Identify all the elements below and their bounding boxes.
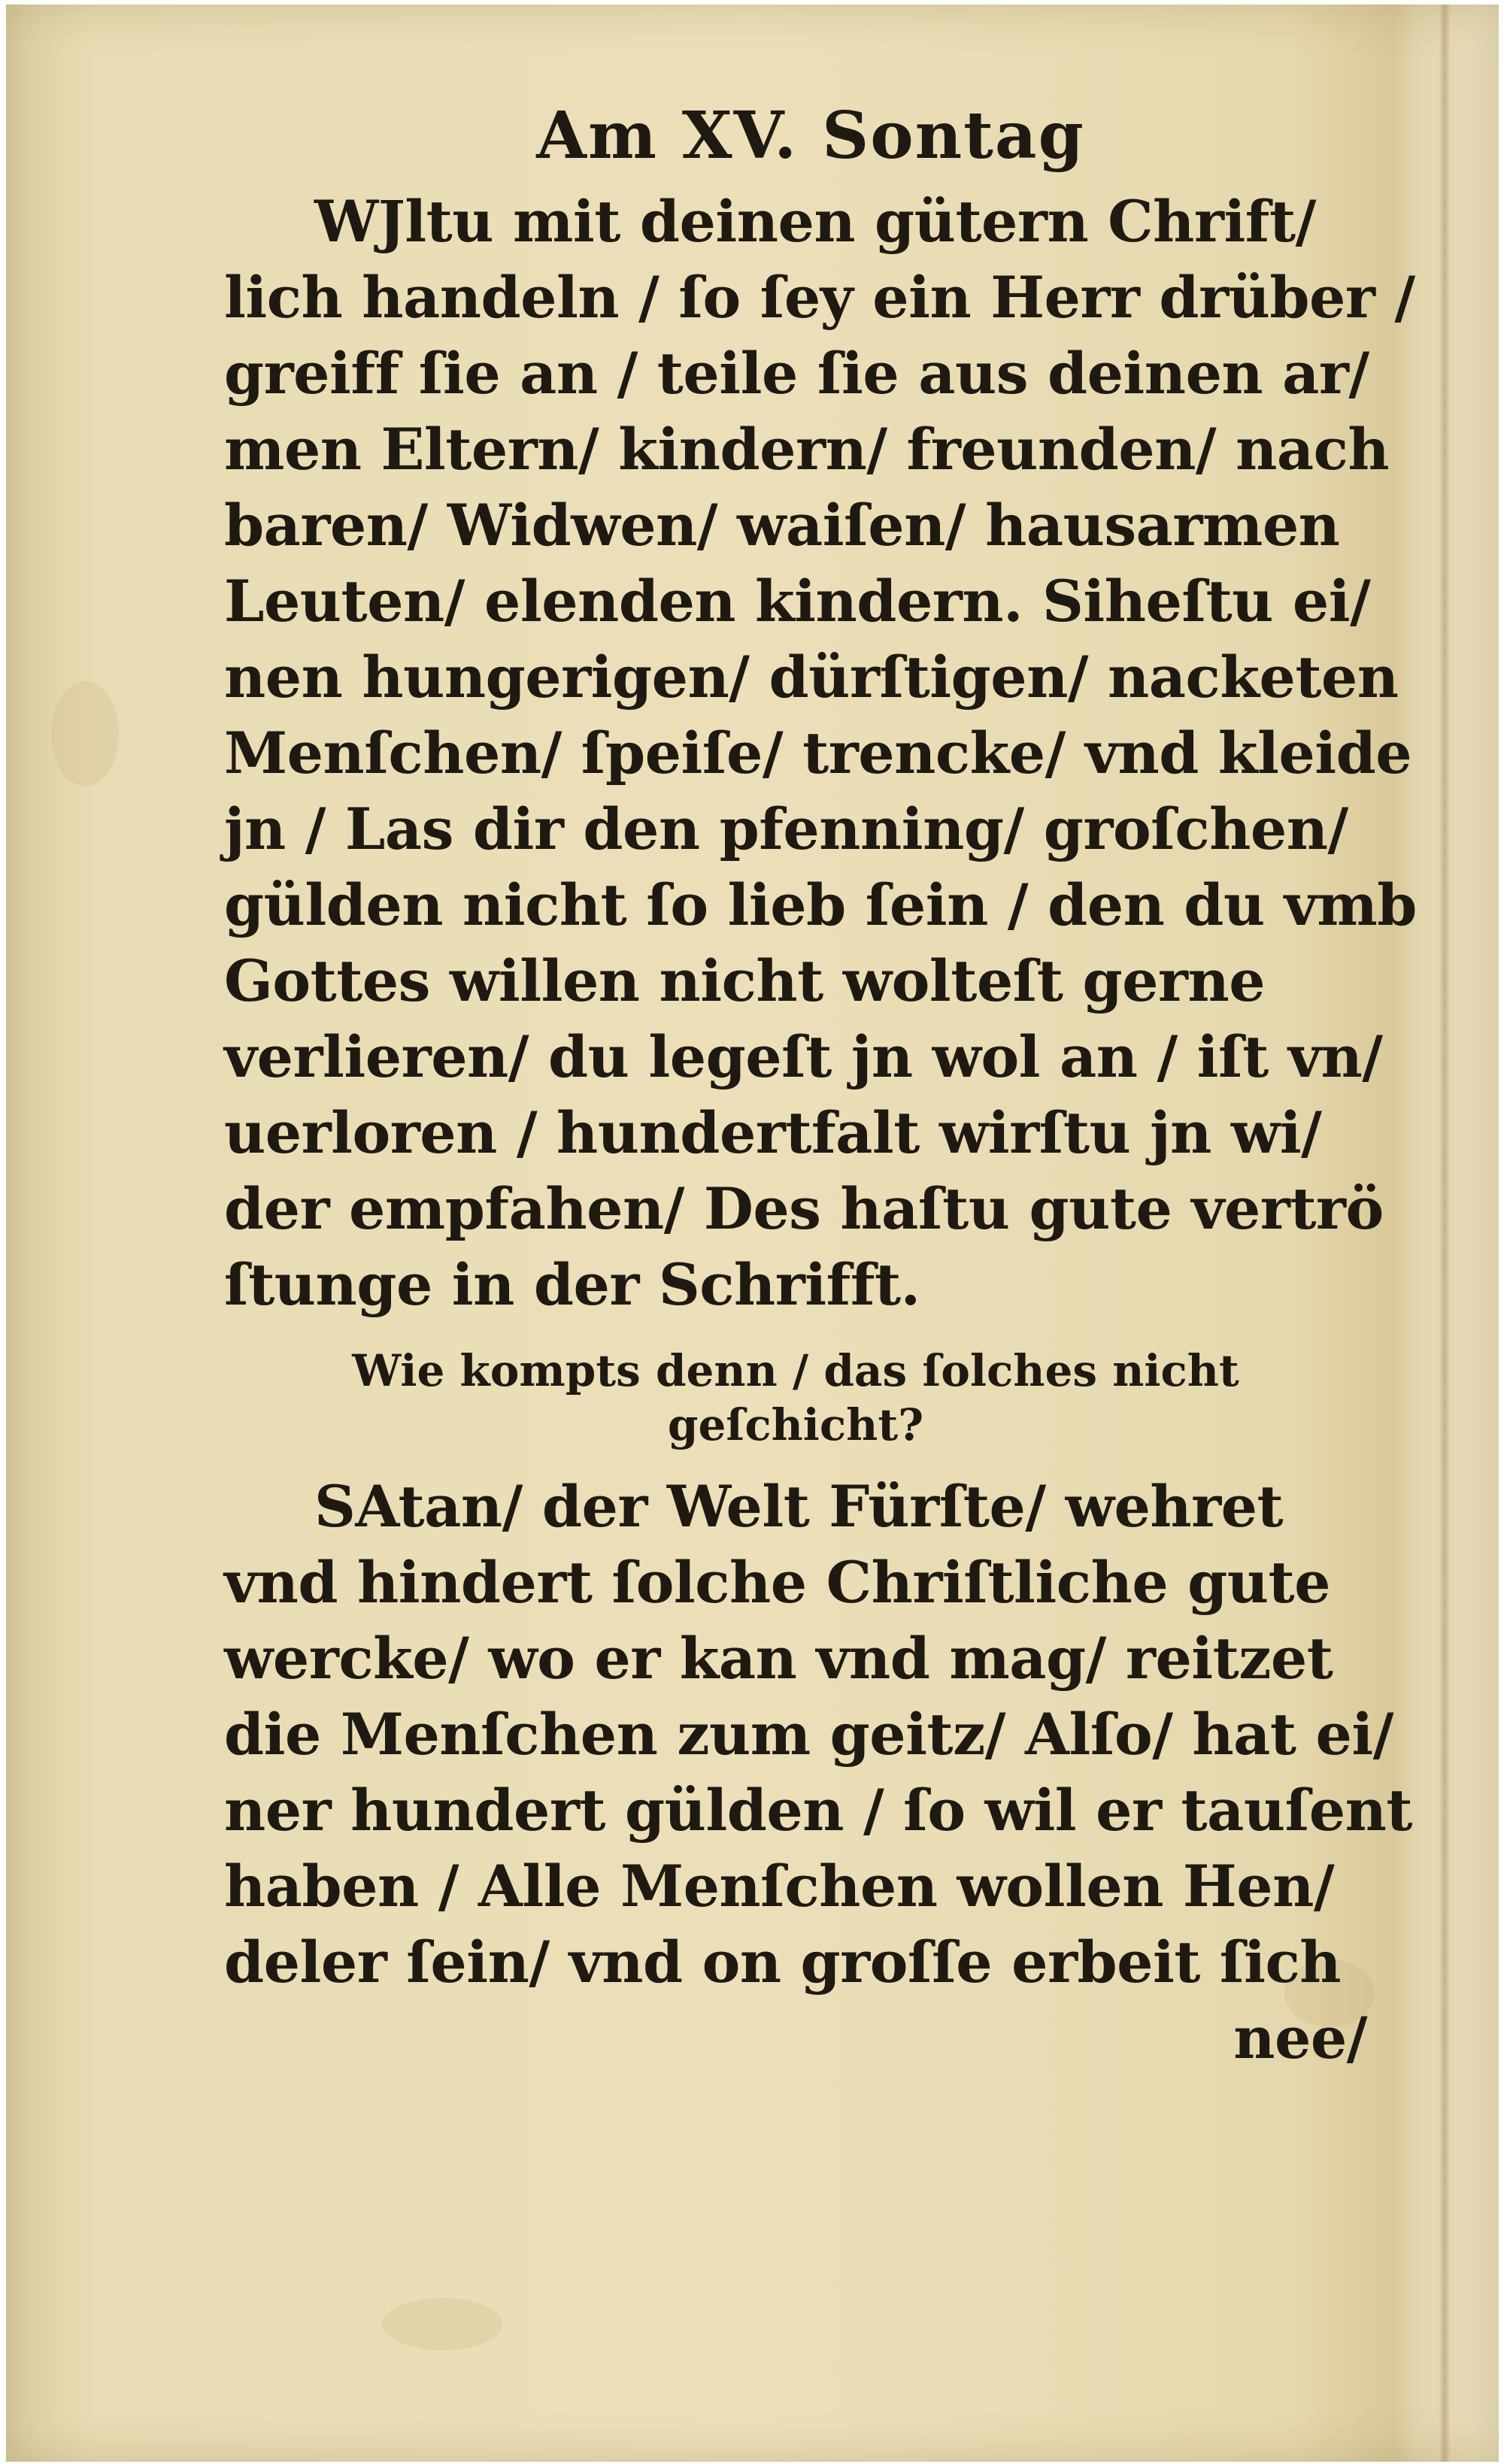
text-line: greiff ſie an / teile ſie aus deinen ar/ <box>224 340 1369 407</box>
text-line: Gottes willen nicht wolteſt gerne <box>224 947 1266 1014</box>
question-heading <box>224 1344 1367 1452</box>
text-line: verlieren/ du legeſt jn wol an / iſt vn/ <box>224 1023 1383 1090</box>
text-line: SAtan/ der Welt Fürſte/ wehret <box>314 1473 1284 1540</box>
text-line: men Eltern/ kindern/ freunden/ nach <box>224 416 1390 483</box>
paper-stain <box>51 681 119 786</box>
page-gutter <box>1439 5 1451 2462</box>
text-line: ner hundert gülden / ſo wil er tauſent <box>224 1777 1413 1844</box>
page-text <box>224 95 1417 2076</box>
text-line: wercke/ wo er kan vnd mag/ reitzet <box>224 1625 1333 1692</box>
book-page <box>6 5 1499 2462</box>
text-line: WJltu mit deinen gütern Chrift/ <box>314 188 1316 255</box>
text-line: baren/ Widwen/ waiſen/ hausarmen <box>224 492 1340 559</box>
text-line: lich handeln / ſo ſey ein Herr drüber / <box>224 264 1415 331</box>
text-line: vnd hindert ſolche Chriſtliche gute <box>224 1549 1330 1616</box>
text-line: ſtunge in der Schrifft. <box>224 1251 920 1318</box>
text-line: jn / Las dir den pfenning/ groſchen/ <box>224 796 1348 862</box>
question-line: geſchicht? <box>667 1399 924 1450</box>
paper-stain <box>382 2298 502 2350</box>
text-line: uerloren / hundertfalt wirſtu jn wi/ <box>224 1099 1322 1166</box>
text-line: nen hungerigen/ dürſtigen/ nacketen <box>224 644 1399 711</box>
text-line: gülden nicht ſo lieb ſein / den du vmb <box>224 871 1417 938</box>
paragraph-2 <box>224 1468 1413 2000</box>
text-line: die Menſchen zum geitz/ Alſo/ hat ei/ <box>224 1701 1393 1768</box>
running-header: Am XV. Sontag <box>536 98 1085 174</box>
text-line: haben / Alle Menſchen wollen Hen/ <box>224 1853 1335 1920</box>
text-line: deler ſein/ vnd on groſſe erbeit ſich <box>224 1929 1342 1996</box>
text-line: Leuten/ elenden kindern. Siheſtu ei/ <box>224 568 1371 635</box>
text-line: Menſchen/ ſpeiſe/ trencke/ vnd kleide <box>224 720 1412 786</box>
question-line: Wie kompts denn / das ſolches nicht <box>352 1345 1239 1396</box>
paragraph-1 <box>224 183 1417 1323</box>
catchword: nee/ <box>1233 2005 1367 2072</box>
text-line: der empfahen/ Des haſtu gute vertrö <box>224 1175 1384 1242</box>
